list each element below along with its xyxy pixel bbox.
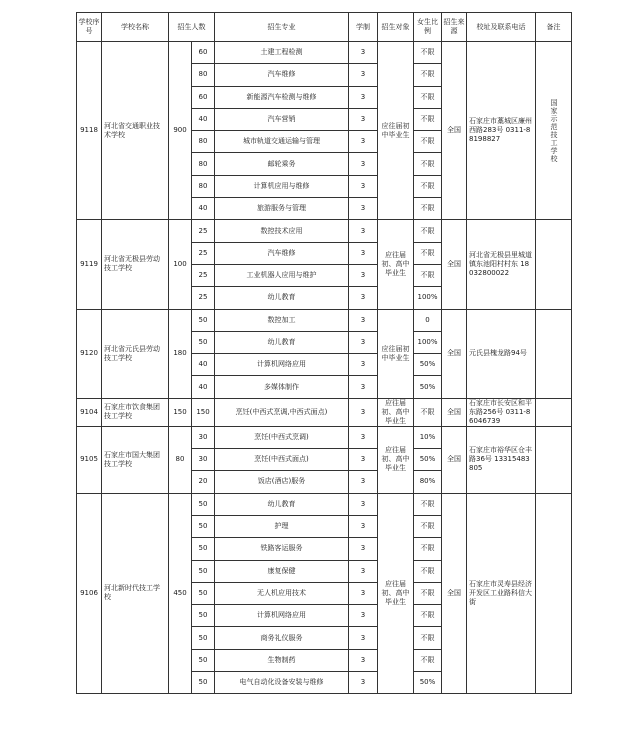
school-target: 应往届初、高中毕业生 bbox=[378, 426, 414, 493]
major-years: 3 bbox=[349, 309, 378, 331]
female-ratio: 不限 bbox=[414, 515, 442, 537]
major-name: 工业机器人应用与维护 bbox=[215, 264, 349, 286]
major-count: 60 bbox=[192, 86, 215, 108]
major-count: 25 bbox=[192, 287, 215, 309]
school-total: 100 bbox=[169, 220, 192, 309]
major-count: 20 bbox=[192, 471, 215, 493]
school-source: 全国 bbox=[442, 426, 467, 493]
major-name: 计算机网络应用 bbox=[215, 354, 349, 376]
major-years: 3 bbox=[349, 560, 378, 582]
school-source: 全国 bbox=[442, 220, 467, 309]
school-total: 180 bbox=[169, 309, 192, 398]
major-name: 烹饪(中西式烹调) bbox=[215, 426, 349, 448]
major-name: 土建工程检测 bbox=[215, 42, 349, 64]
school-target: 应往届初、高中毕业生 bbox=[378, 493, 414, 694]
school-note bbox=[536, 309, 572, 398]
major-name: 无人机应用技术 bbox=[215, 582, 349, 604]
header-note: 备注 bbox=[536, 13, 572, 42]
major-count: 50 bbox=[192, 649, 215, 671]
table-row bbox=[77, 220, 572, 242]
table-row bbox=[77, 426, 572, 448]
school-note bbox=[536, 426, 572, 493]
female-ratio: 不限 bbox=[414, 627, 442, 649]
female-ratio: 50% bbox=[414, 376, 442, 398]
major-years: 3 bbox=[349, 582, 378, 604]
major-name: 邮轮乘务 bbox=[215, 153, 349, 175]
major-name: 数控加工 bbox=[215, 309, 349, 331]
female-ratio: 不限 bbox=[414, 42, 442, 64]
school-address: 河北省无极县里城道镇东池阳村村东 18032800022 bbox=[467, 220, 536, 309]
major-years: 3 bbox=[349, 331, 378, 353]
school-note: 国家示范技工学校 bbox=[536, 42, 572, 220]
major-years: 3 bbox=[349, 672, 378, 694]
major-count: 40 bbox=[192, 108, 215, 130]
female-ratio: 不限 bbox=[414, 560, 442, 582]
school-name: 石家庄市国大集团技工学校 bbox=[102, 426, 169, 493]
header-target: 招生对象 bbox=[378, 13, 414, 42]
major-years: 3 bbox=[349, 515, 378, 537]
major-name: 烹饪(中西式烹调,中西式面点) bbox=[215, 398, 349, 426]
school-name: 河北新时代技工学校 bbox=[102, 493, 169, 694]
school-id: 9119 bbox=[77, 220, 102, 309]
major-name: 汽车维修 bbox=[215, 64, 349, 86]
school-address: 元氏县槐龙路94号 bbox=[467, 309, 536, 398]
school-note bbox=[536, 493, 572, 694]
major-name: 烹饪(中西式面点) bbox=[215, 449, 349, 471]
header-years: 学制 bbox=[349, 13, 378, 42]
header-address: 校址及联系电话 bbox=[467, 13, 536, 42]
school-name: 河北省元氏县劳动技工学校 bbox=[102, 309, 169, 398]
major-count: 50 bbox=[192, 672, 215, 694]
major-years: 3 bbox=[349, 242, 378, 264]
major-name: 新能源汽车检测与维修 bbox=[215, 86, 349, 108]
major-name: 康复保健 bbox=[215, 560, 349, 582]
major-count: 40 bbox=[192, 354, 215, 376]
major-count: 50 bbox=[192, 582, 215, 604]
school-total: 450 bbox=[169, 493, 192, 694]
major-count: 50 bbox=[192, 331, 215, 353]
school-total: 900 bbox=[169, 42, 192, 220]
school-address: 石家庄市灵寿县经济开发区工业路科信大街 bbox=[467, 493, 536, 694]
major-count: 60 bbox=[192, 42, 215, 64]
table-row bbox=[77, 493, 572, 515]
female-ratio: 不限 bbox=[414, 242, 442, 264]
header-female-ratio: 女生比例 bbox=[414, 13, 442, 42]
school-name: 河北省交通职业技术学校 bbox=[102, 42, 169, 220]
major-years: 3 bbox=[349, 220, 378, 242]
major-name: 计算机网络应用 bbox=[215, 605, 349, 627]
major-count: 80 bbox=[192, 64, 215, 86]
table-row bbox=[77, 42, 572, 64]
school-target: 应往届初中毕业生 bbox=[378, 42, 414, 220]
school-address: 石家庄市裕华区仓丰路36号 13315483805 bbox=[467, 426, 536, 493]
female-ratio: 100% bbox=[414, 287, 442, 309]
major-name: 电气自动化设备安装与维修 bbox=[215, 672, 349, 694]
major-name: 铁路客运服务 bbox=[215, 538, 349, 560]
major-years: 3 bbox=[349, 42, 378, 64]
major-count: 50 bbox=[192, 493, 215, 515]
header-school-name: 学校名称 bbox=[102, 13, 169, 42]
header-source: 招生来源 bbox=[442, 13, 467, 42]
major-name: 汽车维修 bbox=[215, 242, 349, 264]
major-count: 25 bbox=[192, 264, 215, 286]
major-years: 3 bbox=[349, 471, 378, 493]
major-years: 3 bbox=[349, 398, 378, 426]
major-name: 生物制药 bbox=[215, 649, 349, 671]
school-source: 全国 bbox=[442, 493, 467, 694]
female-ratio: 50% bbox=[414, 672, 442, 694]
major-years: 3 bbox=[349, 426, 378, 448]
female-ratio: 不限 bbox=[414, 649, 442, 671]
header-id: 学校序号 bbox=[77, 13, 102, 42]
table-body bbox=[77, 42, 572, 694]
school-id: 9120 bbox=[77, 309, 102, 398]
major-years: 3 bbox=[349, 131, 378, 153]
major-count: 25 bbox=[192, 220, 215, 242]
major-name: 计算机应用与维修 bbox=[215, 175, 349, 197]
major-name: 多媒体制作 bbox=[215, 376, 349, 398]
major-name: 护理 bbox=[215, 515, 349, 537]
female-ratio: 50% bbox=[414, 449, 442, 471]
female-ratio: 不限 bbox=[414, 398, 442, 426]
header-major: 招生专业 bbox=[215, 13, 349, 42]
school-id: 9105 bbox=[77, 426, 102, 493]
female-ratio: 不限 bbox=[414, 493, 442, 515]
major-years: 3 bbox=[349, 86, 378, 108]
female-ratio: 不限 bbox=[414, 131, 442, 153]
major-years: 3 bbox=[349, 64, 378, 86]
major-years: 3 bbox=[349, 153, 378, 175]
major-name: 数控技术应用 bbox=[215, 220, 349, 242]
table-row bbox=[77, 309, 572, 331]
header-enrollment: 招生人数 bbox=[169, 13, 215, 42]
major-years: 3 bbox=[349, 354, 378, 376]
school-total: 150 bbox=[169, 398, 192, 426]
major-count: 40 bbox=[192, 376, 215, 398]
major-name: 饭店(酒店)服务 bbox=[215, 471, 349, 493]
female-ratio: 不限 bbox=[414, 64, 442, 86]
school-id: 9118 bbox=[77, 42, 102, 220]
major-count: 50 bbox=[192, 538, 215, 560]
major-years: 3 bbox=[349, 538, 378, 560]
major-name: 幼儿教育 bbox=[215, 287, 349, 309]
female-ratio: 10% bbox=[414, 426, 442, 448]
school-target: 应往届初中毕业生 bbox=[378, 309, 414, 398]
major-count: 80 bbox=[192, 175, 215, 197]
female-ratio: 不限 bbox=[414, 538, 442, 560]
school-note bbox=[536, 398, 572, 426]
female-ratio: 不限 bbox=[414, 108, 442, 130]
school-address: 石家庄市长安区和平东路256号 0311-86046739 bbox=[467, 398, 536, 426]
school-id: 9104 bbox=[77, 398, 102, 426]
major-count: 80 bbox=[192, 131, 215, 153]
table-row bbox=[77, 398, 572, 426]
school-target: 应往届初、高中毕业生 bbox=[378, 220, 414, 309]
female-ratio: 不限 bbox=[414, 153, 442, 175]
major-name: 幼儿教育 bbox=[215, 493, 349, 515]
major-years: 3 bbox=[349, 198, 378, 220]
major-count: 50 bbox=[192, 515, 215, 537]
major-name: 汽车营销 bbox=[215, 108, 349, 130]
female-ratio: 不限 bbox=[414, 198, 442, 220]
major-count: 150 bbox=[192, 398, 215, 426]
major-years: 3 bbox=[349, 264, 378, 286]
school-total: 80 bbox=[169, 426, 192, 493]
major-years: 3 bbox=[349, 175, 378, 197]
female-ratio: 不限 bbox=[414, 220, 442, 242]
major-name: 旅游服务与管理 bbox=[215, 198, 349, 220]
major-count: 25 bbox=[192, 242, 215, 264]
major-count: 50 bbox=[192, 560, 215, 582]
female-ratio: 不限 bbox=[414, 605, 442, 627]
major-years: 3 bbox=[349, 627, 378, 649]
female-ratio: 不限 bbox=[414, 582, 442, 604]
major-years: 3 bbox=[349, 493, 378, 515]
female-ratio: 不限 bbox=[414, 175, 442, 197]
header-row bbox=[77, 13, 572, 42]
major-count: 80 bbox=[192, 153, 215, 175]
major-name: 幼儿教育 bbox=[215, 331, 349, 353]
major-count: 40 bbox=[192, 198, 215, 220]
female-ratio: 不限 bbox=[414, 86, 442, 108]
major-years: 3 bbox=[349, 605, 378, 627]
major-years: 3 bbox=[349, 287, 378, 309]
major-name: 商务礼仪服务 bbox=[215, 627, 349, 649]
female-ratio: 80% bbox=[414, 471, 442, 493]
female-ratio: 50% bbox=[414, 354, 442, 376]
major-count: 50 bbox=[192, 309, 215, 331]
school-name: 石家庄市饮食集团技工学校 bbox=[102, 398, 169, 426]
female-ratio: 不限 bbox=[414, 264, 442, 286]
major-name: 城市轨道交通运输与管理 bbox=[215, 131, 349, 153]
enrollment-table bbox=[76, 12, 572, 694]
female-ratio: 0 bbox=[414, 309, 442, 331]
school-id: 9106 bbox=[77, 493, 102, 694]
school-source: 全国 bbox=[442, 309, 467, 398]
school-name: 河北省无极县劳动技工学校 bbox=[102, 220, 169, 309]
school-target: 应往届初、高中毕业生 bbox=[378, 398, 414, 426]
school-address: 石家庄市藁城区廉州西路283号 0311-88198827 bbox=[467, 42, 536, 220]
major-years: 3 bbox=[349, 649, 378, 671]
school-source: 全国 bbox=[442, 42, 467, 220]
major-count: 30 bbox=[192, 426, 215, 448]
school-note bbox=[536, 220, 572, 309]
major-years: 3 bbox=[349, 376, 378, 398]
school-source: 全国 bbox=[442, 398, 467, 426]
major-years: 3 bbox=[349, 449, 378, 471]
major-count: 50 bbox=[192, 605, 215, 627]
major-count: 30 bbox=[192, 449, 215, 471]
female-ratio: 100% bbox=[414, 331, 442, 353]
major-years: 3 bbox=[349, 108, 378, 130]
major-count: 50 bbox=[192, 627, 215, 649]
